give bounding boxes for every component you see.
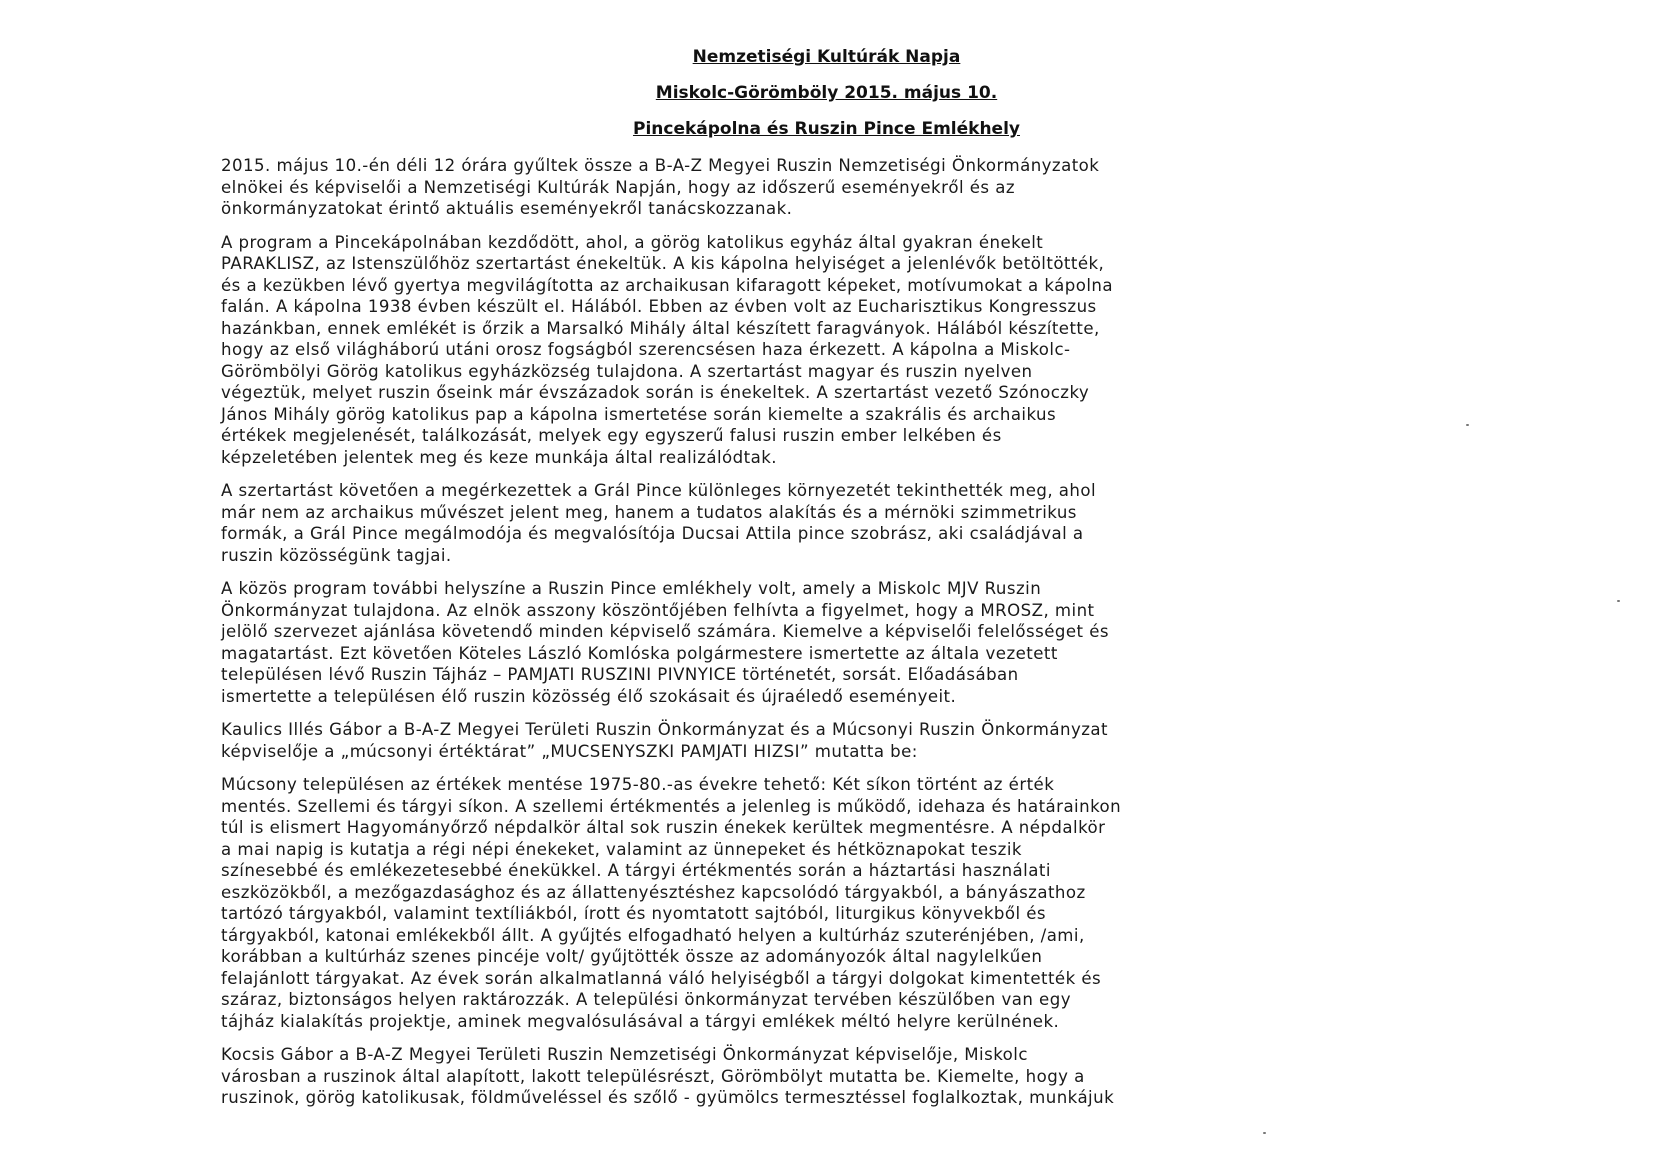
document-title: Nemzetiségi Kultúrák Napja [692, 47, 961, 67]
document-body [221, 155, 1491, 1121]
paragraph-chapel: A program a Pincekápolnában kezdődött, ahol, a görög katolikus egyház által gyakran énekelt PARAKLISZ, az Istenszülőhöz szertartást énekeltük. A kis kápolna helyiséget a jelenlévők betöltötték, és a kezükben lévő gyertya megvilágította az archaikusan kifaragott képeket, motívumokat a kápolna falán. A kápolna 1938 évben készült el. Hálából. Ebben az évben volt az Eucharisztikus Kongresszus hazánkban, ennek emlékét is őrzik a Marsalkó Mihály által készített faragványok. Hálából készítette, hogy az első világháború utáni orosz fogságból szerencsésen haza érkezett. A kápolna a Miskolc- Görömbölyi Görög katolikus egyházközség tulajdona. A szertartást magyar és ruszin nyelven végeztük, melyet ruszin őseink már évszázadok során is énekeltek. A szertartást vezető Szónoczky János Mihály görög katolikus pap a kápolna ismertetése során kiemelte a szakrális és archaikus értékek megjelenését, találkozását, melyek egy egyszerű falusi ruszin ember lelkében és képzeletében jelentek meg és keze munkája által realizálódtak. [221, 232, 1113, 467]
paragraph-mucsony-intro: Kaulics Illés Gábor a B-A-Z Megyei Területi Ruszin Önkormányzat és a Múcsonyi Ruszin Önkormányzat képviselője a „múcsonyi értéktárat” „MUCSENYSZKI PAMJATI HIZSI” mutatta be: [221, 720, 1108, 761]
paragraph-mucsony-values: Múcsony településen az értékek mentése 1975-80.-as évekre tehető: Két síkon történt az érték mentés. Szellemi és tárgyi síkon. A szellemi értékmentés a jelenleg is működő, idehaza és határainkon túl is elismert Hagyományőrző népdalkör által sok ruszin énekek kerültek megmentésre. A népdalkör a mai napig is kutatja a régi népi énekeket, valamint az ünnepeket és hétköznapokat teszik színesebbé és emlékezetesebbé énekükkel. A tárgyi értékmentés során a háztartási használati eszközökből, a mezőgazdasághoz és az állattenyésztéshez kapcsolódó tárgyakból, a bányászathoz tartózó tárgyakból, valamint textíliákból, írott és nyomtatott sajtóból, liturgikus könyvekből és tárgyakból, katonai emlékekből állt. A gyűjtés elfogadható helyen a kultúrház szuterénjében, /ami, korábban a kultúrház szenes pincéje volt/ gyűjtötték össze az adományozók által nagylelkűen felajánlott tárgyakat. Az évek során alkalmatlanná váló helyiségből a tárgyi dolgokat kimentették és száraz, biztonságos helyen raktározzák. A települési önkormányzat tervében készülőben van egy tájház kialakítás projektje, aminek megvalósulásával a tárgyi emlékek méltó helyre kerülnének. [221, 775, 1122, 1031]
scan-speck [1263, 1132, 1266, 1134]
scan-speck [1466, 424, 1469, 426]
scan-speck [1617, 600, 1620, 602]
document-subtitle: Miskolc-Görömböly 2015. május 10. [655, 83, 998, 103]
paragraph-ruszin-cellar: A közös program további helyszíne a Ruszin Pince emlékhely volt, amely a Miskolc MJV Ruszin Önkormányzat tulajdona. Az elnök asszony köszöntőjében felhívta a figyelmet, hogy a MROSZ, mint jelölő szervezet ajánlása követendő minden képviselő számára. Kiemelve a képviselői felelősséget és magatartást. Ezt követően Köteles László Komlóska polgármestere ismertette az általa vezetett településen lévő Ruszin Tájház – PAMJATI RUSZINI PIVNYICE történetét, sorsát. Előadásában ismertette a településen élő ruszin közösség élő szokásait és újraéledő eseményeit. [221, 579, 1109, 706]
paragraph-intro: 2015. május 10.-én déli 12 órára gyűltek össze a B-A-Z Megyei Ruszin Nemzetiségi Önkormányzatok elnökei és képviselői a Nemzetiségi Kultúrák Napján, hogy az időszerű eseményekről és az önkormányzatokat érintő aktuális eseményekről tanácskozzanak. [221, 156, 1100, 218]
section-title: Pincekápolna és Ruszin Pince Emlékhely [632, 119, 1020, 139]
paragraph-gral-cellar: A szertartást követően a megérkezettek a Grál Pince különleges környezetét tekinthették meg, ahol már nem az archaikus művészet jelent meg, hanem a tudatos alakítás és a mérnöki szimmetrikus formák, a Grál Pince megálmodója és megvalósítója Ducsai Attila pince szobrász, aki családjával a ruszin közösségünk tagjai. [221, 481, 1097, 565]
paragraph-gorombolj: Kocsis Gábor a B-A-Z Megyei Területi Ruszin Nemzetiségi Önkormányzat képviselője, Miskolc városban a ruszinok által alapított, lakott településrészt, Görömbölyt mutatta be. Kiemelte, hogy a ruszinok, görög katolikusak, földműveléssel és szőlő - gyümölcs termesztéssel foglalkoztak, munkájuk [221, 1045, 1115, 1107]
